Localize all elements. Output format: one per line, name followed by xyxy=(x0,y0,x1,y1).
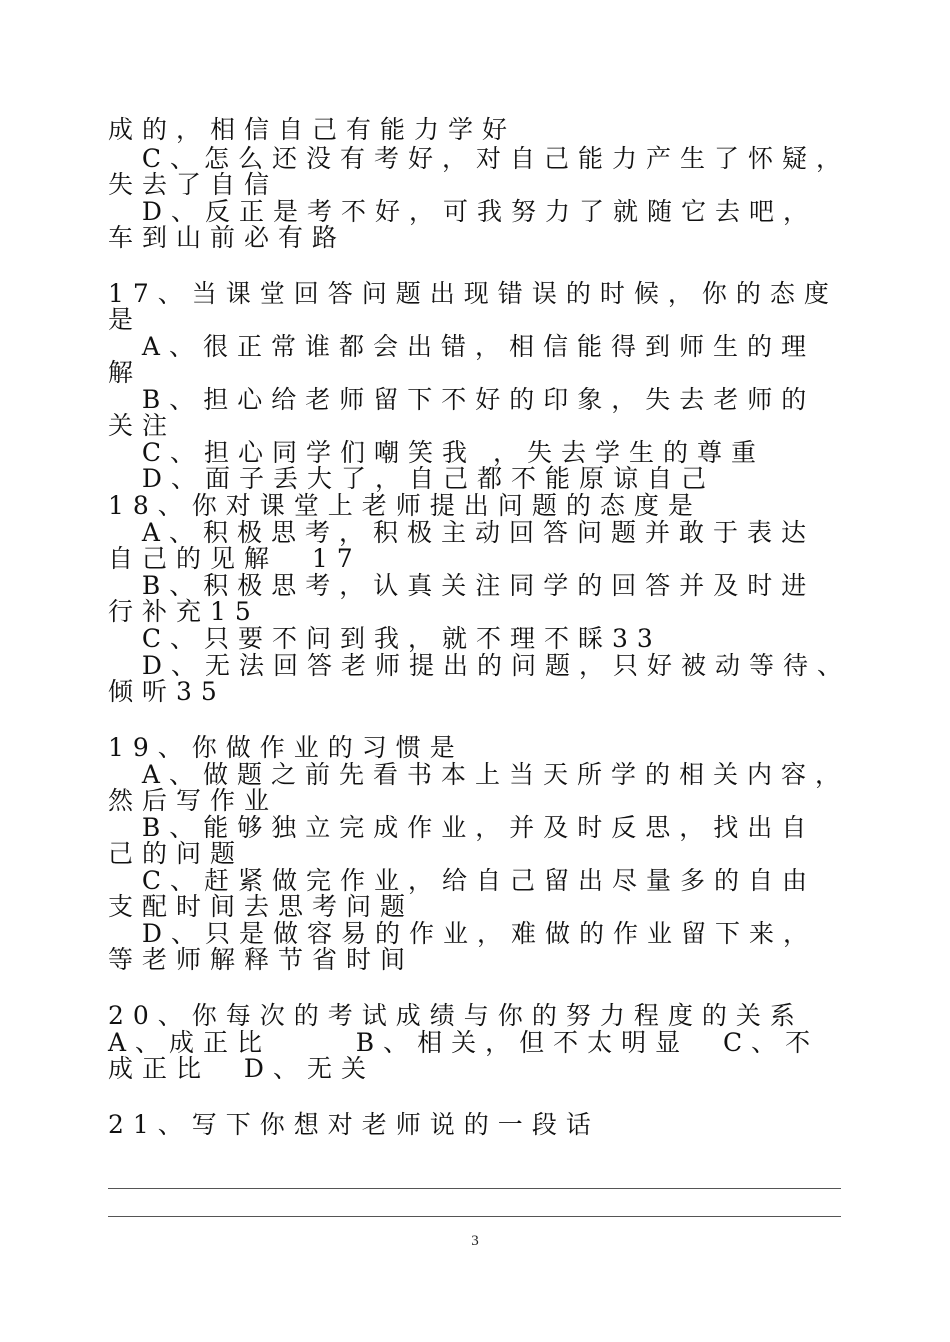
answer-line xyxy=(108,1216,841,1217)
text-line: 自己的见解 17 xyxy=(108,544,362,573)
text-line: 车到山前必有路 xyxy=(108,223,347,252)
option-c: C、担心同学们嘲笑我 ，失去学生的尊重 xyxy=(108,438,765,467)
text-line: 倾听35 xyxy=(108,677,226,706)
option-a: A、做题之前先看书本上当天所学的相关内容， xyxy=(108,760,849,789)
option-d: D、只是做容易的作业，难做的作业留下来， xyxy=(108,919,817,948)
question-21: 21、写下你想对老师说的一段话 xyxy=(108,1110,600,1139)
question-18: 18、你对课堂上老师提出问题的态度是 xyxy=(108,491,702,520)
question-19: 19、你做作业的习惯是 xyxy=(108,733,464,762)
page-number: 3 xyxy=(471,1233,479,1249)
option-b: B、担心给老师留下不好的印象，失去老师的 xyxy=(108,385,816,414)
option-a: A、很正常谁都会出错，相信能得到师生的理 xyxy=(108,332,815,361)
text-line: C、怎么还没有考好，对自己能力产生了怀疑， xyxy=(108,144,851,173)
option-d: D、无法回答老师提出的问题，只好被动等待、 xyxy=(108,651,851,680)
text-line: D、反正是考不好，可我努力了就随它去吧， xyxy=(108,197,817,226)
question-20: 20、你每次的考试成绩与你的努力程度的关系 xyxy=(108,1001,804,1030)
options-line: 成正比 D、无关 xyxy=(108,1054,375,1083)
text-line: 行补充15 xyxy=(108,597,260,626)
text-line: 支配时间去思考问题 xyxy=(108,892,415,921)
text-line: 成的，相信自己有能力学好 xyxy=(108,115,517,144)
option-c: C、赶紧做完作业，给自己留出尽量多的自由 xyxy=(108,866,817,895)
option-d: D、面子丢大了，自己都不能原谅自己 xyxy=(108,464,715,493)
text-line: 关注 xyxy=(108,411,177,440)
option-a: A、积极思考，积极主动回答问题并敢于表达 xyxy=(108,518,815,547)
text-line: 解 xyxy=(108,358,143,387)
option-c: C、只要不问到我，就不理不睬33 xyxy=(108,624,662,653)
text-line: 等老师解释节省时间 xyxy=(108,945,415,974)
text-line: 是 xyxy=(108,305,143,334)
text-line: 失去了自信 xyxy=(108,170,279,199)
option-b: B、能够独立完成作业，并及时反思，找出自 xyxy=(108,813,816,842)
text-line: 然后写作业 xyxy=(108,786,279,815)
text-line: 己的问题 xyxy=(108,839,245,868)
options-line: A、成正比 B、相关，但不太明显 C、不 xyxy=(108,1028,820,1057)
answer-line xyxy=(108,1188,841,1189)
question-17: 17、当课堂回答问题出现错误的时候，你的态度 xyxy=(108,279,838,308)
option-b: B、积极思考，认真关注同学的回答并及时进 xyxy=(108,571,816,600)
